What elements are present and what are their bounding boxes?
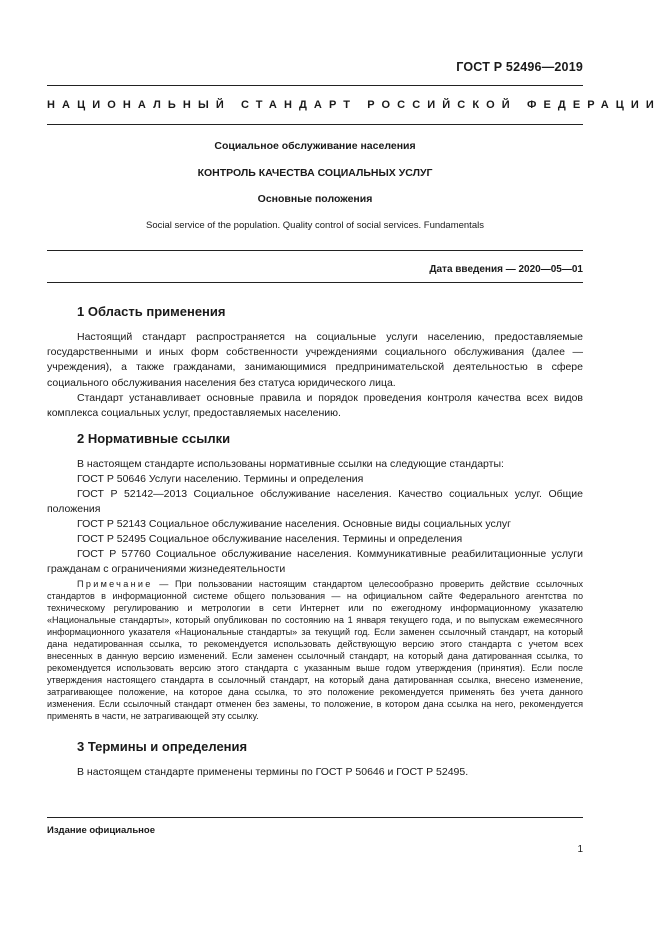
section-1-paragraph-1: Настоящий стандарт распространяется на социальные услуги населению, предоставляемые государственными и иных форм собственности учреждениями социального обслуживания (далее — учреждения), а также гражданами, занимающимися предпринимательской деятельностью в сфере социального обслуживания населения без статуса юридического лица. [47, 331, 583, 389]
section-3-heading: 3 Термины и определения [77, 739, 248, 754]
reference-item: ГОСТ Р 57760 Социальное обслуживание населения. Коммуникативные реабилитационные услуги гражданам с ограничениями жизнедеятельности [47, 548, 583, 576]
note-label: Примечание [77, 579, 153, 589]
national-standard-title: НАЦИОНАЛЬНЫЙ СТАНДАРТ РОССИЙСКОЙ ФЕДЕРАЦИИ [47, 99, 661, 111]
section-1-paragraph-2: Стандарт устанавливает основные правила и порядок проведения контроля качества всех видов комплекса социальных услуг, предоставляемых населению. [47, 392, 583, 420]
title-rule [47, 250, 583, 251]
header-rule-bottom [47, 124, 583, 125]
standard-code: ГОСТ Р 52496—2019 [456, 60, 583, 74]
note-text: — При пользовании настоящим стандартом целесообразно проверить действие ссылочных стандартов в информационной системе общего пользования — на официальном сайте Федерального агентства по техническому регулированию и метрологии в сети Интернет или по ежегодному информационному указателю «Национальные стандарты», который опубликован по состоянию на 1 января текущего года, и по выпускам ежемесячного информационного указателя «Национальные стандарты» за текущий год. Если заменен ссылочный стандарт, на который дана недатированная ссылка, то рекомендуется использовать действующую версию этого стандарта с учетом всех внесенных в данную версию изменений. Если заменен ссылочный стандарт, на который дана датированная ссылка, то рекомендуется использовать версию этого стандарта с указанным выше годом утверждения (принятия). Если после утверждения настоящего стандарта в ссылочный стандарт, на который дана датированная ссылка, внесено изменение, затрагивающее положение, на которое дана ссылка, то это положение рекомендуется применять без учета данного изменения. Если ссылочный стандарт отменен без замены, то положение, в котором дана ссылка на него, рекомендуется применять в части, не затрагивающей эту ссылку. [47, 579, 583, 721]
doc-title: КОНТРОЛЬ КАЧЕСТВА СОЦИАЛЬНЫХ УСЛУГ [197, 167, 433, 179]
reference-item: ГОСТ Р 52495 Социальное обслуживание населения. Термины и определения [77, 533, 463, 545]
section-1-heading: 1 Область применения [77, 304, 226, 319]
reference-item: ГОСТ Р 52142—2013 Социальное обслуживание населения. Качество социальных услуг. Общие положения [47, 488, 583, 516]
reference-item: ГОСТ Р 50646 Услуги населению. Термины и определения [77, 473, 364, 485]
footer-rule [47, 817, 583, 818]
section-2-heading: 2 Нормативные ссылки [77, 431, 231, 446]
date-rule [47, 282, 583, 283]
page-number: 1 [577, 844, 583, 855]
header-rule-top [47, 85, 583, 86]
doc-subject: Социальное обслуживание населения [214, 140, 416, 152]
reference-item: ГОСТ Р 52143 Социальное обслуживание населения. Основные виды социальных услуг [77, 518, 512, 530]
doc-subtitle: Основные положения [257, 193, 373, 205]
section-3-paragraph-1: В настоящем стандарте применены термины по ГОСТ Р 50646 и ГОСТ Р 52495. [77, 766, 469, 778]
date-of-introduction: Дата введения — 2020—05—01 [429, 264, 583, 275]
note-block [47, 578, 583, 722]
edition-label: Издание официальное [47, 825, 155, 836]
doc-english-title: Social service of the population. Quality control of social services. Fundamentals [146, 220, 484, 231]
section-2-intro: В настоящем стандарте использованы нормативные ссылки на следующие стандарты: [77, 458, 504, 470]
